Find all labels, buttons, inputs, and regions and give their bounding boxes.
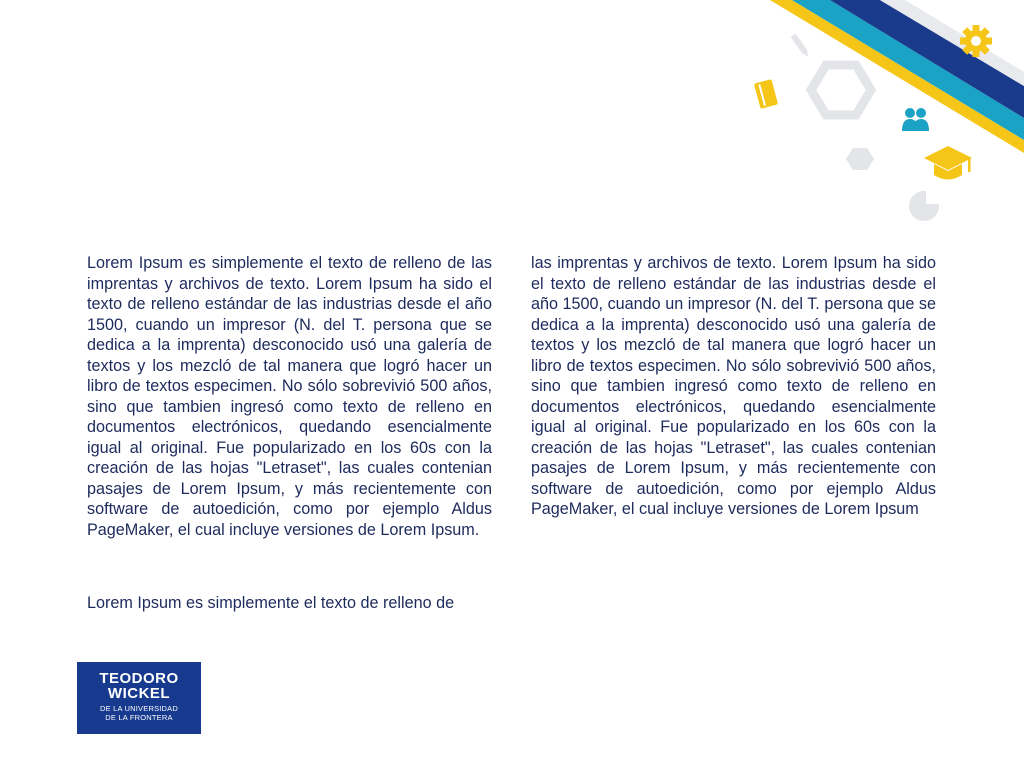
left-paragraph-1: Lorem Ipsum es simplemente el texto de relleno de las imprentas y archivos de texto. Lorem Ipsum ha sido el texto de relleno estándar de las industrias desde el año 1500, cuando un impresor (N. del T. persona que se dedica a la imprenta) desconocido usó una galería de textos y los mezcló de tal manera que logró hacer un libro de textos especimen. No sólo sobrevivió 500 años, sino que tambien ingresó como texto de relleno en documentos electrónicos, quedando esencialmente igual al original. Fue popularizado en los 60s con la creación de las hojas "Letraset", las cuales contenian pasajes de Lorem Ipsum, y más recientemente con software de autoedición, como por ejemplo Aldus PageMaker, el cual incluye versiones de Lorem Ipsum.	[87, 254, 492, 539]
logo-line-2: WICKEL	[107, 685, 171, 702]
left-paragraph-2: Lorem Ipsum es simplemente el texto de relleno de	[87, 594, 455, 612]
hexagon-icon	[811, 65, 871, 115]
logo-line-4: DE LA FRONTERA	[105, 713, 173, 722]
light-stripe	[880, 0, 1024, 86]
yellow-stripe	[770, 0, 1024, 153]
right-paragraph-1: las imprentas y archivos de texto. Lorem Ipsum ha sido el texto de relleno estándar de las industrias desde el año 1500, cuando un impresor (N. del T. persona que se dedica a la imprenta) desconocido usó una galería de textos y los mezcló de tal manera que logró hacer un libro de textos especimen. No sólo sobrevivió 500 años, sino que tambien ingresó como texto de relleno en documentos electrónicos, quedando esencialmente igual al original. Fue popularizado en los 60s con la creación de las hojas "Letraset", las cuales contenian pasajes de Lorem Ipsum, y más recientemente con software de autoedición, como por ejemplo Aldus PageMaker, el cual incluye versiones de Lorem Ipsum	[531, 254, 936, 518]
logo-line-1: TEODORO	[99, 670, 179, 687]
graduation-cap-icon	[924, 146, 972, 180]
book-icon	[754, 79, 778, 109]
left-column	[87, 253, 492, 614]
pie-chart-icon	[909, 189, 941, 221]
users-icon	[902, 108, 929, 131]
logo-line-3: DE LA UNIVERSIDAD	[99, 704, 178, 713]
small-hexagon-icon	[846, 148, 874, 170]
right-column	[531, 253, 936, 520]
header-decoration	[0, 0, 1024, 240]
teal-stripe	[792, 0, 1024, 140]
gear-icon	[960, 25, 992, 57]
navy-stripe	[830, 0, 1024, 118]
diagonal-stripes	[770, 0, 1024, 153]
teodoro-wickel-logo	[77, 662, 201, 734]
pencil-icon	[791, 33, 811, 58]
